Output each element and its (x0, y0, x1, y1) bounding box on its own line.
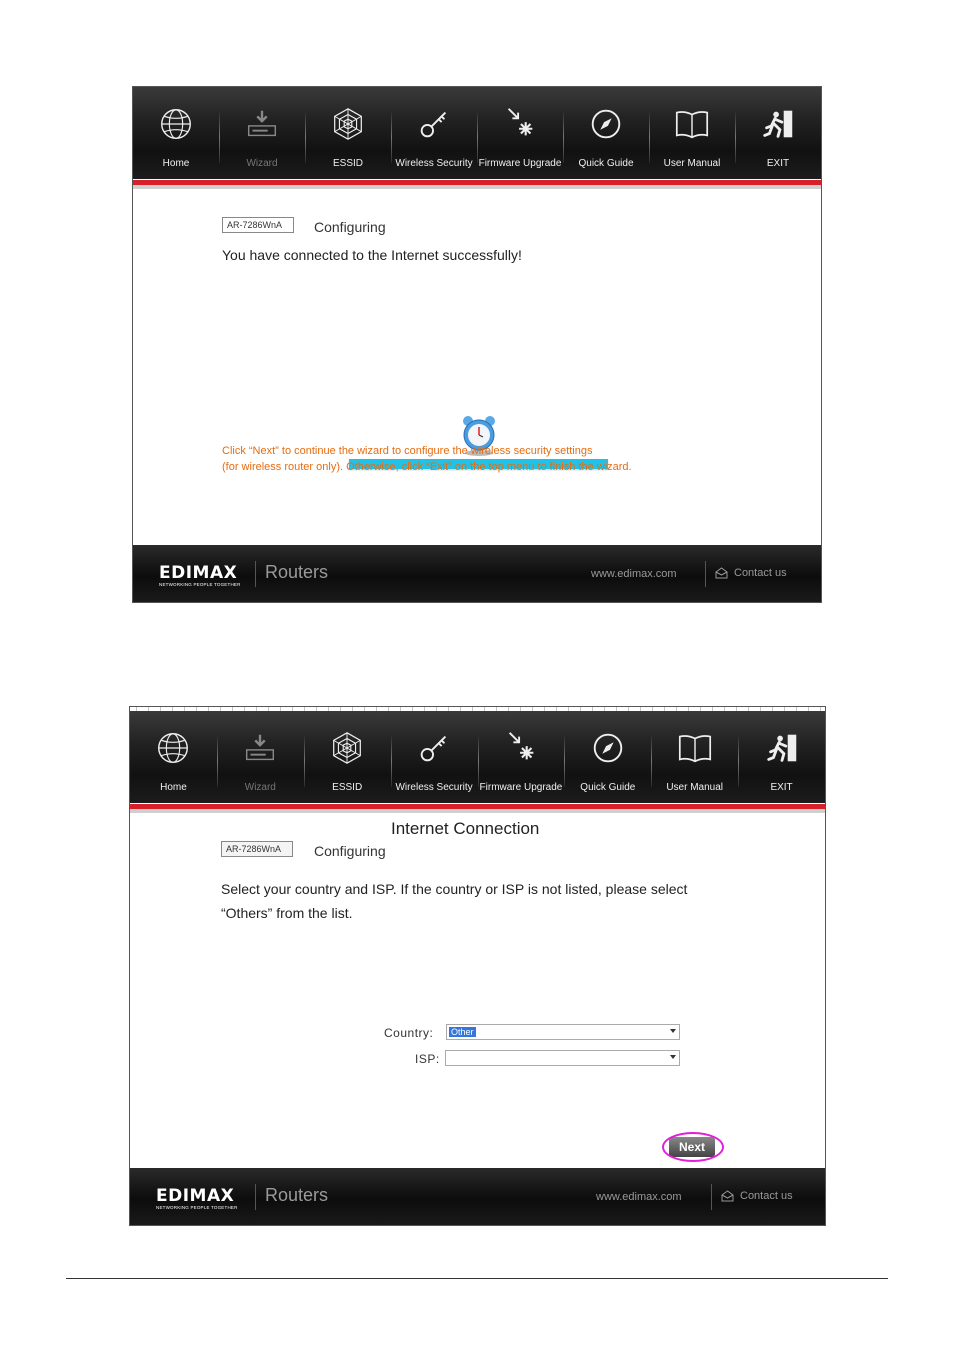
next-button[interactable]: Next (669, 1137, 715, 1157)
globe-icon (156, 105, 196, 143)
footer (133, 545, 821, 602)
globe-icon (153, 729, 193, 767)
contact-link[interactable] (715, 567, 787, 579)
nav-essid[interactable] (304, 711, 391, 803)
compass-icon (588, 729, 628, 767)
footer (130, 1168, 825, 1225)
mail-icon (721, 1190, 734, 1202)
nav-exit[interactable] (738, 711, 825, 803)
next-highlight-circle (662, 1132, 724, 1162)
nav-wireless-security[interactable] (391, 87, 477, 179)
book-icon (675, 729, 715, 767)
nav-user-manual[interactable] (649, 87, 735, 179)
nav-label: User Manual (663, 158, 721, 169)
country-value: Other (451, 1027, 474, 1037)
nav-home[interactable] (133, 87, 219, 179)
divider (255, 561, 256, 587)
product-label: Routers (265, 1185, 329, 1205)
web-icon (328, 105, 368, 143)
nav-wizard[interactable] (217, 711, 304, 803)
nav-home[interactable] (130, 711, 217, 803)
compass-icon (586, 105, 626, 143)
key-icon (414, 105, 454, 143)
status-text: Configuring (314, 843, 386, 859)
page-title: Internet Connection (391, 819, 540, 838)
wizard-icon (242, 105, 282, 143)
content-area (130, 813, 825, 1167)
web-icon (327, 729, 367, 767)
divider (711, 1184, 712, 1210)
top-nav (133, 87, 821, 179)
nav-firmware-upgrade[interactable] (477, 87, 563, 179)
nav-label: Firmware Upgrade (479, 782, 563, 793)
model-label: AR-7286WnA (221, 841, 293, 857)
nav-label: EXIT (770, 782, 793, 793)
nav-label: Firmware Upgrade (478, 158, 562, 169)
product-label: Routers (265, 562, 329, 582)
nav-quick-guide[interactable] (564, 711, 651, 803)
website-link[interactable]: www.edimax.com (596, 1191, 682, 1203)
mail-icon (715, 567, 728, 579)
nav-quick-guide[interactable] (563, 87, 649, 179)
wizard-success-screenshot (132, 86, 822, 603)
isp-select[interactable] (445, 1050, 680, 1066)
firmware-icon (501, 729, 541, 767)
nav-label: Quick Guide (580, 782, 636, 793)
book-icon (672, 105, 712, 143)
isp-label: ISP: (415, 1052, 440, 1066)
scan-artifact (130, 707, 825, 711)
exit-icon (758, 105, 798, 143)
firmware-icon (500, 105, 540, 143)
content-area (133, 189, 821, 544)
nav-label: Wireless Security (395, 158, 473, 169)
country-label: Country: (384, 1026, 434, 1040)
instruction-line-2: “Others” from the list. (221, 905, 353, 921)
nav-label: Quick Guide (578, 158, 634, 169)
edimax-logo (159, 563, 241, 587)
nav-label: ESSID (332, 158, 363, 169)
exit-icon (762, 729, 802, 767)
nav-label: Wireless Security (395, 782, 473, 793)
contact-label: Contact us (734, 567, 787, 579)
divider (255, 1184, 256, 1210)
chevron-down-icon (670, 1055, 676, 1059)
brand-tagline: NETWORKING PEOPLE TOGETHER (159, 582, 241, 587)
nav-user-manual[interactable] (651, 711, 738, 803)
page-footer-rule (66, 1278, 888, 1279)
brand-name: EDIMAX (156, 1186, 235, 1206)
contact-label: Contact us (740, 1190, 793, 1202)
model-label: AR-7286WnA (222, 217, 294, 233)
brand-name: EDIMAX (159, 563, 238, 583)
edimax-logo (156, 1186, 238, 1210)
divider (705, 561, 706, 587)
nav-label: Wizard (246, 158, 278, 169)
nav-label: Wizard (244, 782, 276, 793)
status-text: Configuring (314, 219, 386, 235)
brand-tagline: NETWORKING PEOPLE TOGETHER (156, 1205, 238, 1210)
success-message: You have connected to the Internet successfully! (222, 247, 522, 263)
nav-label: ESSID (332, 782, 363, 793)
nav-label: User Manual (666, 782, 724, 793)
nav-label: EXIT (766, 158, 790, 169)
website-link[interactable]: www.edimax.com (591, 568, 677, 580)
nav-essid[interactable] (305, 87, 391, 179)
wizard-icon (240, 729, 280, 767)
nav-exit[interactable] (735, 87, 821, 179)
internet-connection-screenshot (129, 706, 826, 1226)
nav-wireless-security[interactable] (391, 711, 478, 803)
instruction-line-1: Select your country and ISP. If the country or ISP is not listed, please select (221, 881, 688, 897)
top-nav (130, 711, 825, 803)
nav-firmware-upgrade[interactable] (478, 711, 565, 803)
chevron-down-icon (670, 1029, 676, 1033)
key-icon (414, 729, 454, 767)
instruction-line-2: (for wireless router only). Otherwise, click “Exit” on the top menu to finish the wizard. (222, 461, 632, 473)
contact-link[interactable] (721, 1190, 793, 1202)
instruction-line-1: Click “Next” to continue the wizard to configure the wireless security settings (222, 445, 593, 457)
nav-label: Home (160, 782, 187, 793)
nav-wizard[interactable] (219, 87, 305, 179)
country-select[interactable] (446, 1024, 680, 1040)
nav-label: Home (162, 158, 190, 169)
